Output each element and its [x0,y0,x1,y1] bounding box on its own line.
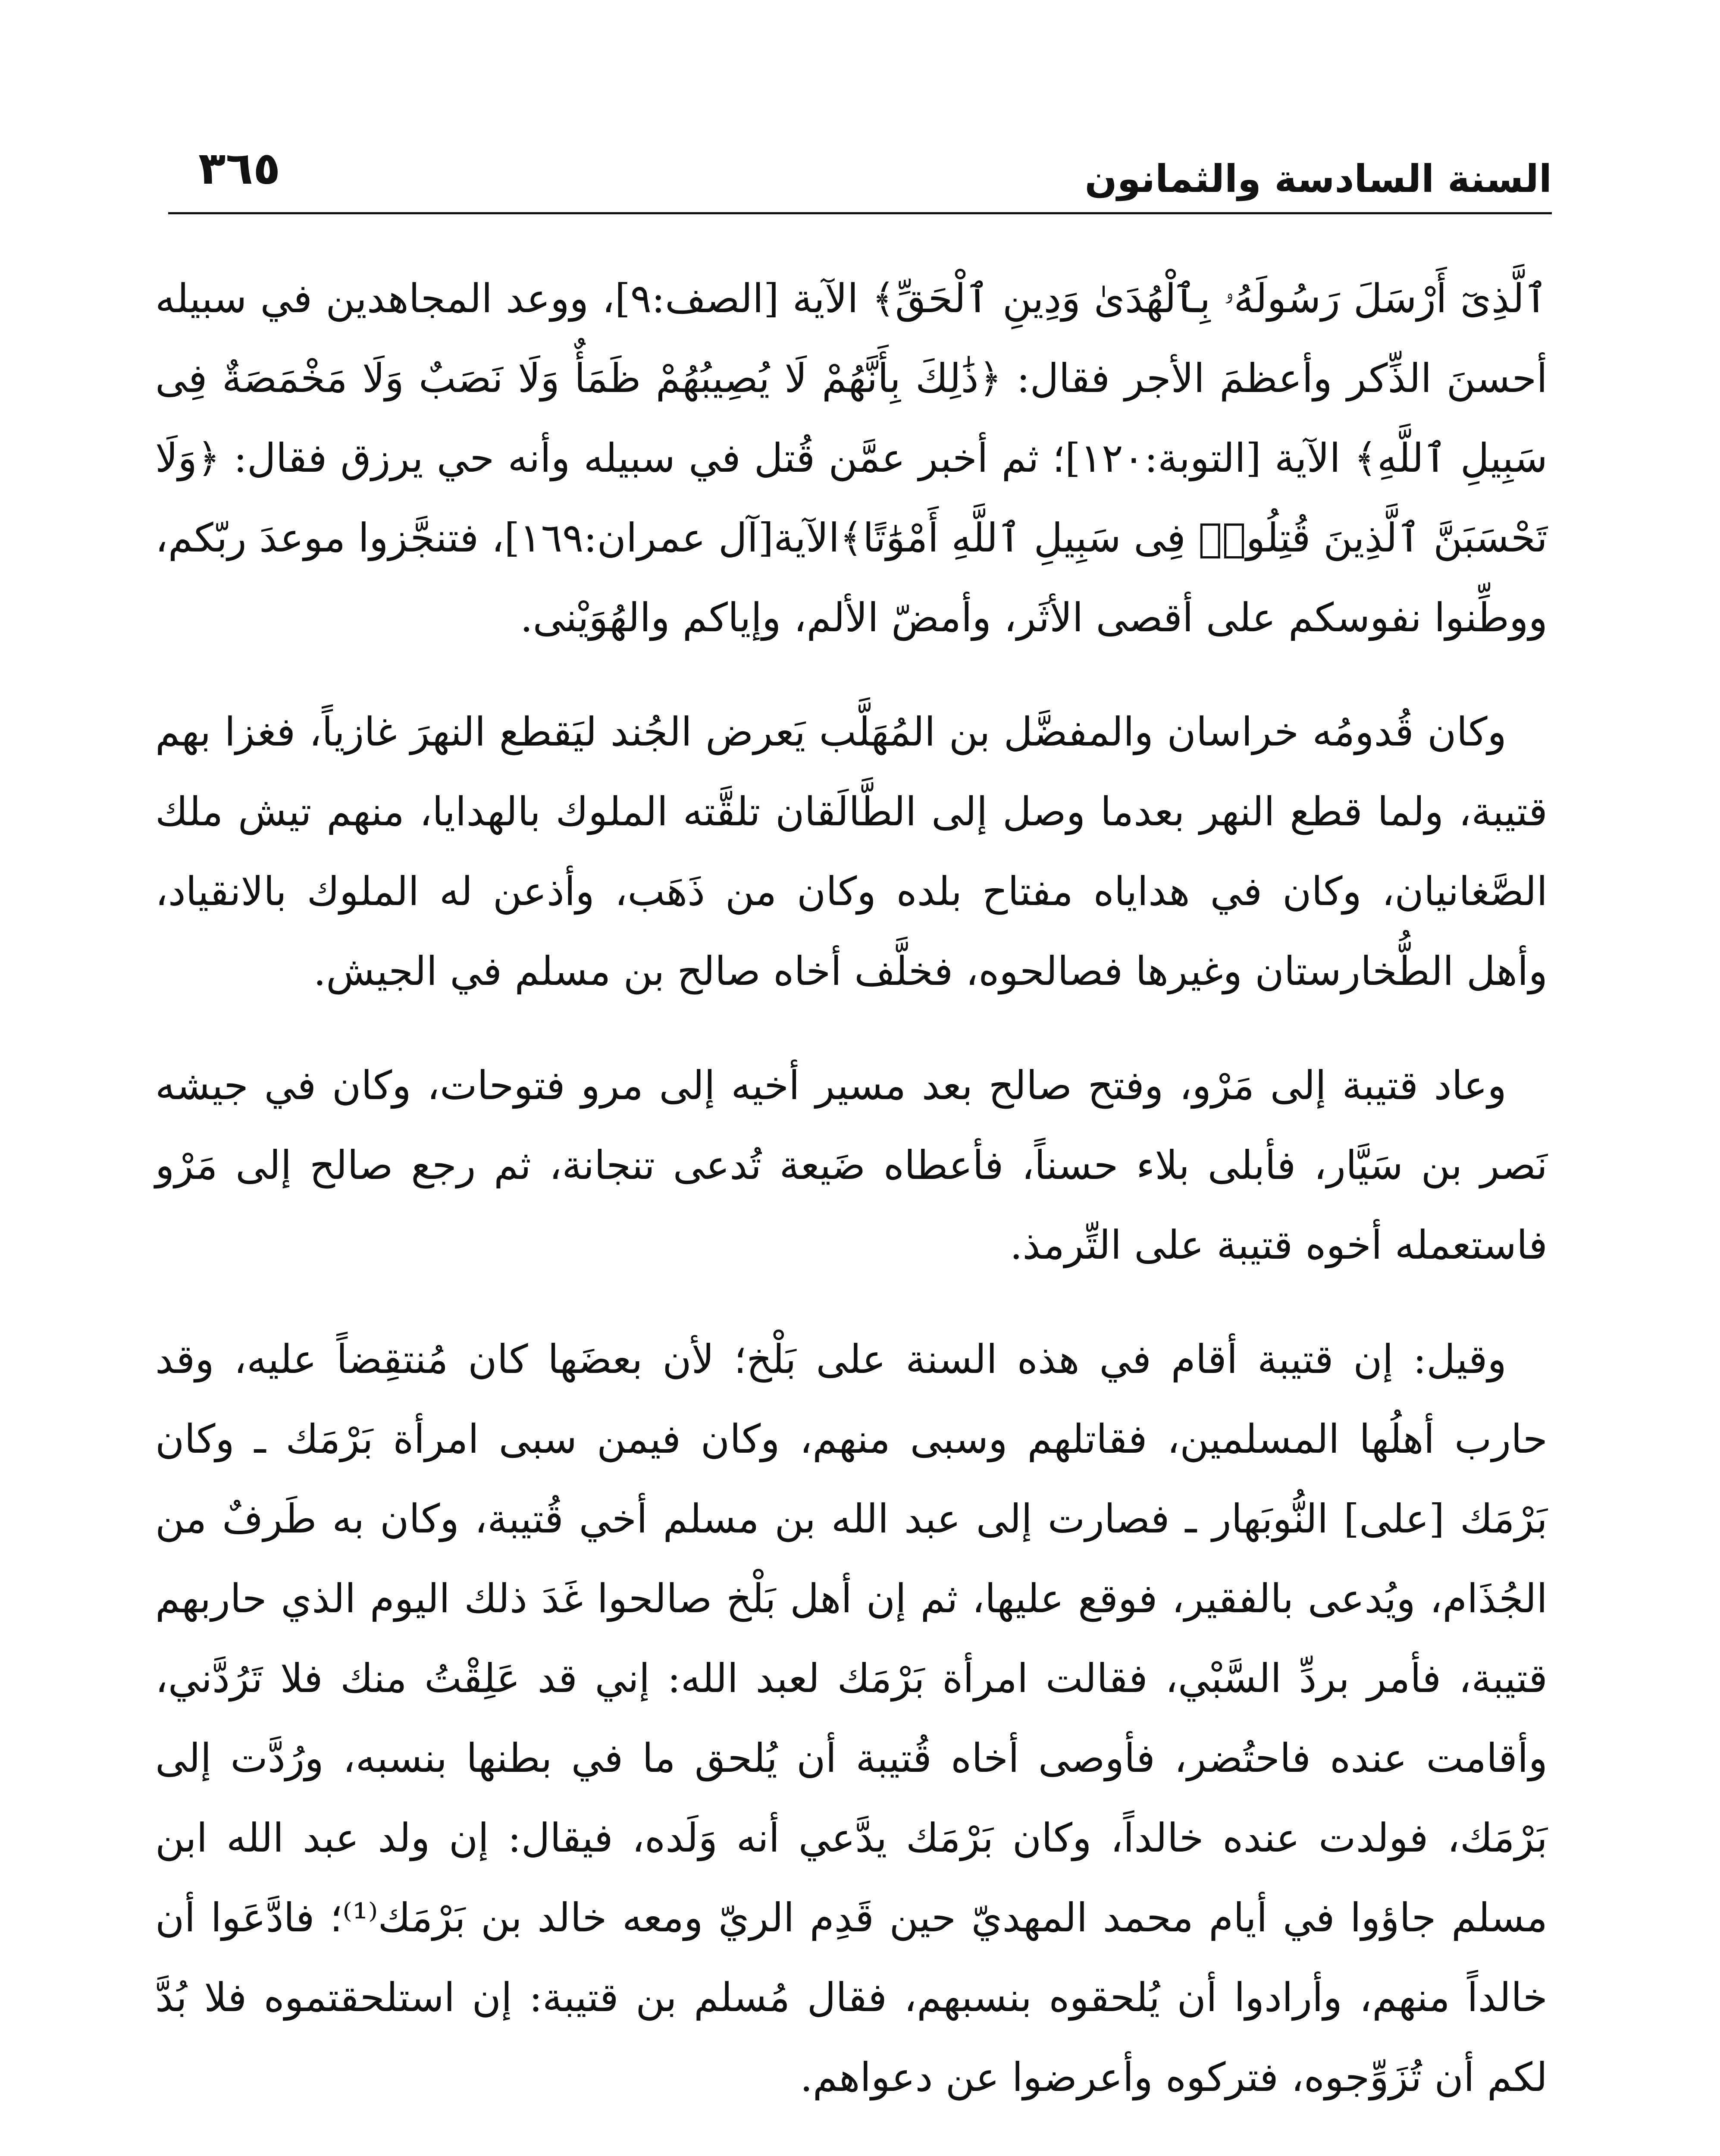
running-title: السنة السادسة والثمانون [1084,157,1552,201]
page-header [168,142,1552,216]
paragraph-5 [155,2152,1548,2156]
body-text [155,259,1548,2156]
paragraph-2: وكان قُدومُه خراسان والمفضَّل بن المُهَلَّب يَعرض الجُند ليَقطع النهرَ غازياً، فغزا بهم قتيبة، ولما قطع النهر بعدما وصل إلى الطَّالَقان تلقَّته الملوك بالهدايا، منهم تيش ملك الصَّغانيان، وكان في هداياه مفتاح بلده وكان من ذَهَب، وأذعن له الملوك بالانقياد، وأهل الطُّخارستان وغيرها فصالحوه، فخلَّف أخاه صالح بن مسلم في الجيش. [155,709,1548,994]
page-number: ٣٦٥ [198,142,281,194]
paragraph-3: وعاد قتيبة إلى مَرْو، وفتح صالح بعد مسير أخيه إلى مرو فتوحات، وكان في جيشه نَصر بن سَيَّار، فأبلى بلاء حسناً، فأعطاه ضَيعة تُدعى تنجانة، ثم رجع صالح إلى مَرْو فاستعمله أخوه قتيبة على التِّرمذ. [155,1062,1548,1268]
paragraph-1: ٱلَّذِىٓ أَرْسَلَ رَسُولَهُۥ بِٱلْهُدَىٰ وَدِينِ ٱلْحَقِّ﴾ الآية [الصف:٩]، ووعد المجاهدين في سبيله أحسنَ الذِّكر وأعظمَ الأجر فقال: ﴿ذَٰلِكَ بِأَنَّهُمْ لَا يُصِيبُهُمْ ظَمَأٌ وَلَا نَصَبٌ وَلَا مَخْمَصَةٌ فِى سَبِيلِ ٱللَّهِ﴾ الآية [التوبة:١٢٠]؛ ثم أخبر عمَّن قُتل في سبيله وأنه حي يرزق فقال: ﴿وَلَا تَحْسَبَنَّ ٱلَّذِينَ قُتِلُوا۟ فِى سَبِيلِ ٱللَّهِ أَمْوَٰتًا﴾الآية[آل عمران:١٦٩]، فتنجَّزوا موعدَ ربّكم، ووطِّنوا نفوسكم على أقصى الأثَر، وأمضّ الألم، وإياكم والهُوَيْنى. [155,276,1548,641]
header-rule [168,212,1552,214]
paragraph-4: وقيل: إن قتيبة أقام في هذه السنة على بَلْخ؛ لأن بعضَها كان مُنتقِضاً عليه، وقد حارب أهلُها المسلمين، فقاتلهم وسبى منهم، وكان فيمن سبى امرأة بَرْمَك ـ وكان بَرْمَك [على] النُّوبَهار ـ فصارت إلى عبد الله بن مسلم أخي قُتيبة، وكان به طَرفٌ من الجُذَام، ويُدعى بالفقير، فوقع عليها، ثم إن أهل بَلْخ صالحوا غَدَ ذلك اليوم الذي حاربهم قتيبة، فأمر بردِّ السَّبْي، فقالت امرأة بَرْمَك لعبد الله: إني قد عَلِقْتُ منك فلا تَرُدَّني، وأقامت عنده فاحتُضر، فأوصى أخاه قُتيبة أن يُلحق ما في بطنها بنسبه، ورُدَّت إلى بَرْمَك، فولدت عنده خالداً، وكان بَرْمَك يدَّعي أنه وَلَده، فيقال: إن ولد عبد الله ابن مسلم جاؤوا في أيام محمد المهديّ حين قَدِم الريّ ومعه خالد بن بَرْمَك⁽¹⁾؛ فادَّعَوا أن خالداً منهم، وأرادوا أن يُلحقوه بنسبهم، فقال مُسلم بن قتيبة: إن استلحقتموه فلا بُدَّ لكم أن تُزَوِّجوه، فتركوه وأعرضوا عن دعواهم. [155,1336,1548,2100]
